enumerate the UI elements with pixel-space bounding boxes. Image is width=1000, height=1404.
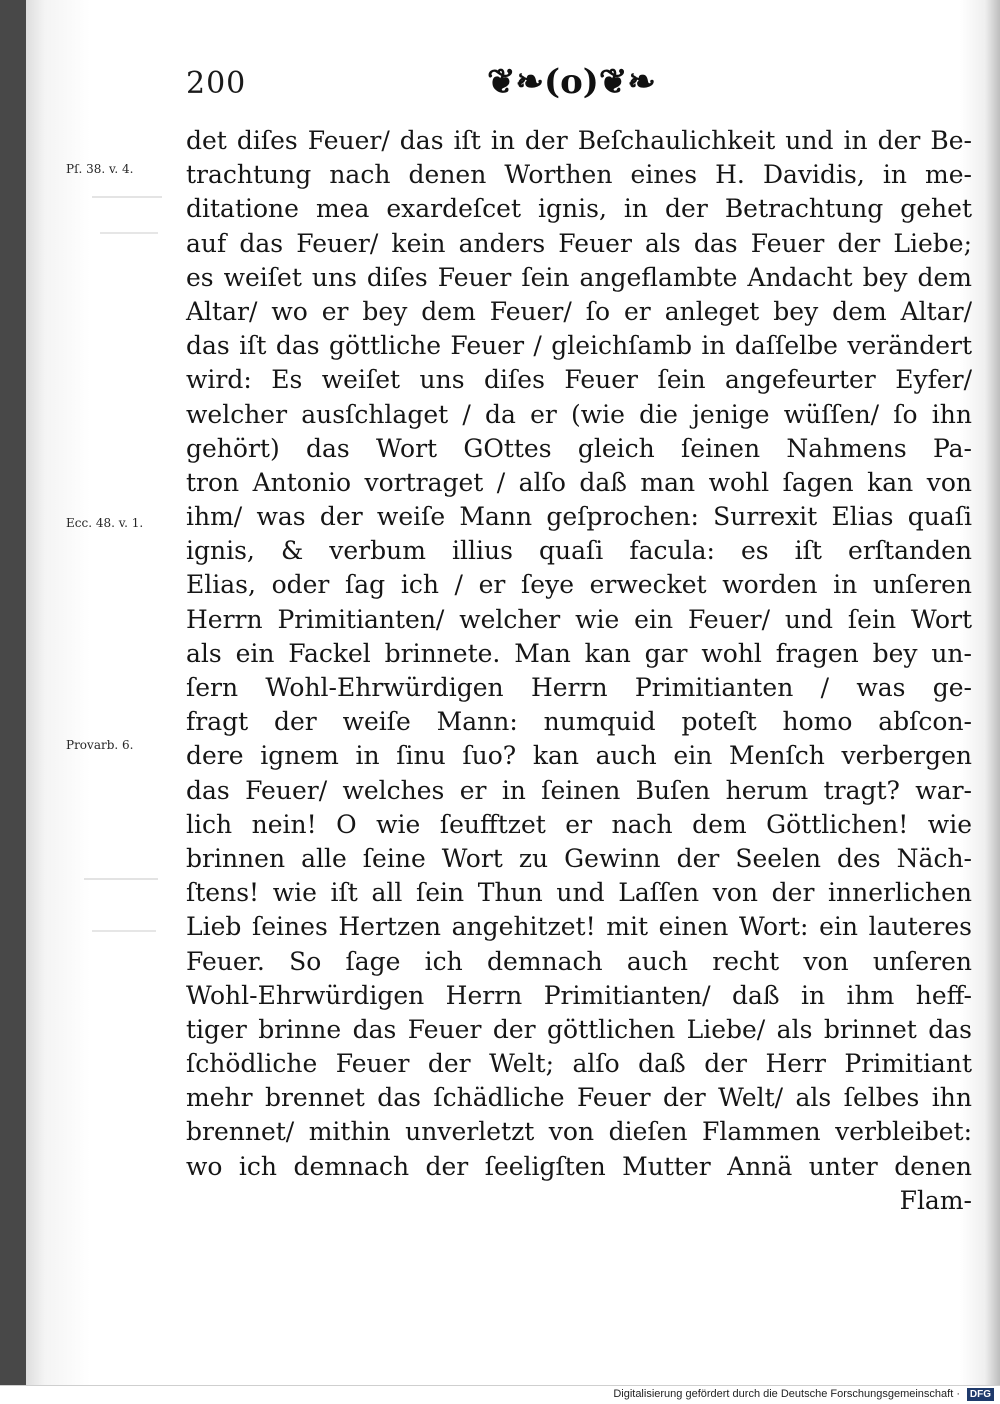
text-line: det diſes Feuer/ das iſt in der Beſchaulichkeit und in der Be-	[186, 126, 972, 155]
text-line: ignis, & verbum illius quaſi facula: es iſt erſtanden	[186, 536, 972, 566]
dfg-logo: DFG	[967, 1388, 994, 1401]
text-line: auf das Feuer/ kein anders Feuer als das Feuer der Liebe;	[186, 228, 972, 258]
text-line: dere ignem in ſinu ſuo? kan auch ein Menſch verbergen	[186, 741, 972, 771]
text-line: fragt der weiſe Mann: numquid poteſt homo abſcon-	[186, 707, 972, 737]
text-line: mehr brennet das ſchädliche Feuer der Welt/ als ſelbes ihn	[186, 1083, 972, 1113]
body-text	[186, 124, 972, 1218]
text-line: Elias, oder ſag ich / er ſeye erwecket worden in unſeren	[186, 570, 972, 600]
text-line: brinnen alle ſeine Wort zu Gewinn der Seelen des Näch-	[186, 843, 972, 873]
text-line: Lieb ſeines Hertzen angehitzet! mit einen Wort: ein lauteres	[186, 912, 972, 942]
bleed-through-mark	[92, 196, 162, 206]
bleed-through-mark	[92, 930, 156, 940]
text-line: welcher ausſchlaget / da er (wie die jenige wüſſen/ ſo ihn	[186, 399, 972, 429]
text-line: brennet/ mithin unverletzt von dieſen Flammen verbleibet:	[186, 1117, 972, 1147]
bleed-through-mark	[100, 232, 158, 242]
text-line: ſchödliche Feuer der Welt; alſo daß der Herr Primitiant	[186, 1049, 972, 1079]
scan-edge	[0, 0, 26, 1385]
digitization-footer	[0, 1385, 1000, 1404]
margin-citation: Provarb. 6.	[66, 738, 134, 752]
text-line: Herrn Primitianten/ welcher wie ein Feuer/ und ſein Wort	[186, 604, 972, 634]
text-line: ditatione mea exardeſcet ignis, in der Betrachtung gehet	[186, 194, 972, 224]
text-line: wird: Es weiſet uns diſes Feuer ſein angefeurter Eyfer/	[186, 365, 972, 395]
footer-credit: Digitalisierung gefördert durch die Deutsche Forschungsgemeinschaft ·	[613, 1388, 960, 1400]
margin-citation: Ecc. 48. v. 1.	[66, 516, 144, 530]
text-line: es weiſet uns diſes Feuer ſein angeflambte Andacht bey dem	[186, 262, 972, 292]
bleed-through-mark	[84, 878, 158, 888]
text-line: das iſt das göttliche Feuer / gleichſamb in daſſelbe verändert	[186, 331, 972, 361]
text-line: als ein Fackel brinnete. Man kan gar wohl fragen bey un-	[186, 638, 972, 668]
text-line: tiger brinne das Feuer der göttlichen Liebe/ als brinnet das	[186, 1014, 972, 1044]
catchword: Flam-	[899, 1185, 972, 1215]
text-line: tron Antonio vortraget / alſo daß man wohl ſagen kan von	[186, 467, 972, 497]
header-ornament: ❦❧(o)❦❧	[487, 62, 656, 102]
text-line: das Feuer/ welches er in ſeinen Buſen herum tragt? war-	[186, 775, 972, 805]
text-line: Wohl-Ehrwürdigen Herrn Primitianten/ daß in ihm heff-	[186, 980, 972, 1010]
text-line: gehört) das Wort GOttes gleich ſeinen Nahmens Pa-	[186, 433, 972, 463]
text-line: ihm/ was der weiſe Mann geſprochen: Surrexit Elias quaſi	[186, 502, 972, 532]
text-line: ſern Wohl-Ehrwürdigen Herrn Primitianten / was ge-	[186, 673, 972, 702]
text-line: trachtung nach denen Worthen eines H. Davidis, in me-	[186, 160, 972, 190]
text-line: Altar/ wo er bey dem Feuer/ ſo er anleget bey dem Altar/	[186, 296, 972, 326]
page-number: 200	[186, 66, 247, 101]
text-line: ſtens! wie iſt all ſein Thun und Laſſen von der innerlichen	[186, 878, 972, 908]
text-line: wo ich demnach der ſeeligſten Mutter Annä unter denen	[186, 1151, 972, 1181]
text-line: lich nein! O wie ſeufftzet er nach dem Göttlichen! wie	[186, 809, 972, 839]
text-line: Feuer. So ſage ich demnach auch recht von unſeren	[186, 946, 972, 976]
margin-citation: Pſ. 38. v. 4.	[66, 162, 134, 176]
